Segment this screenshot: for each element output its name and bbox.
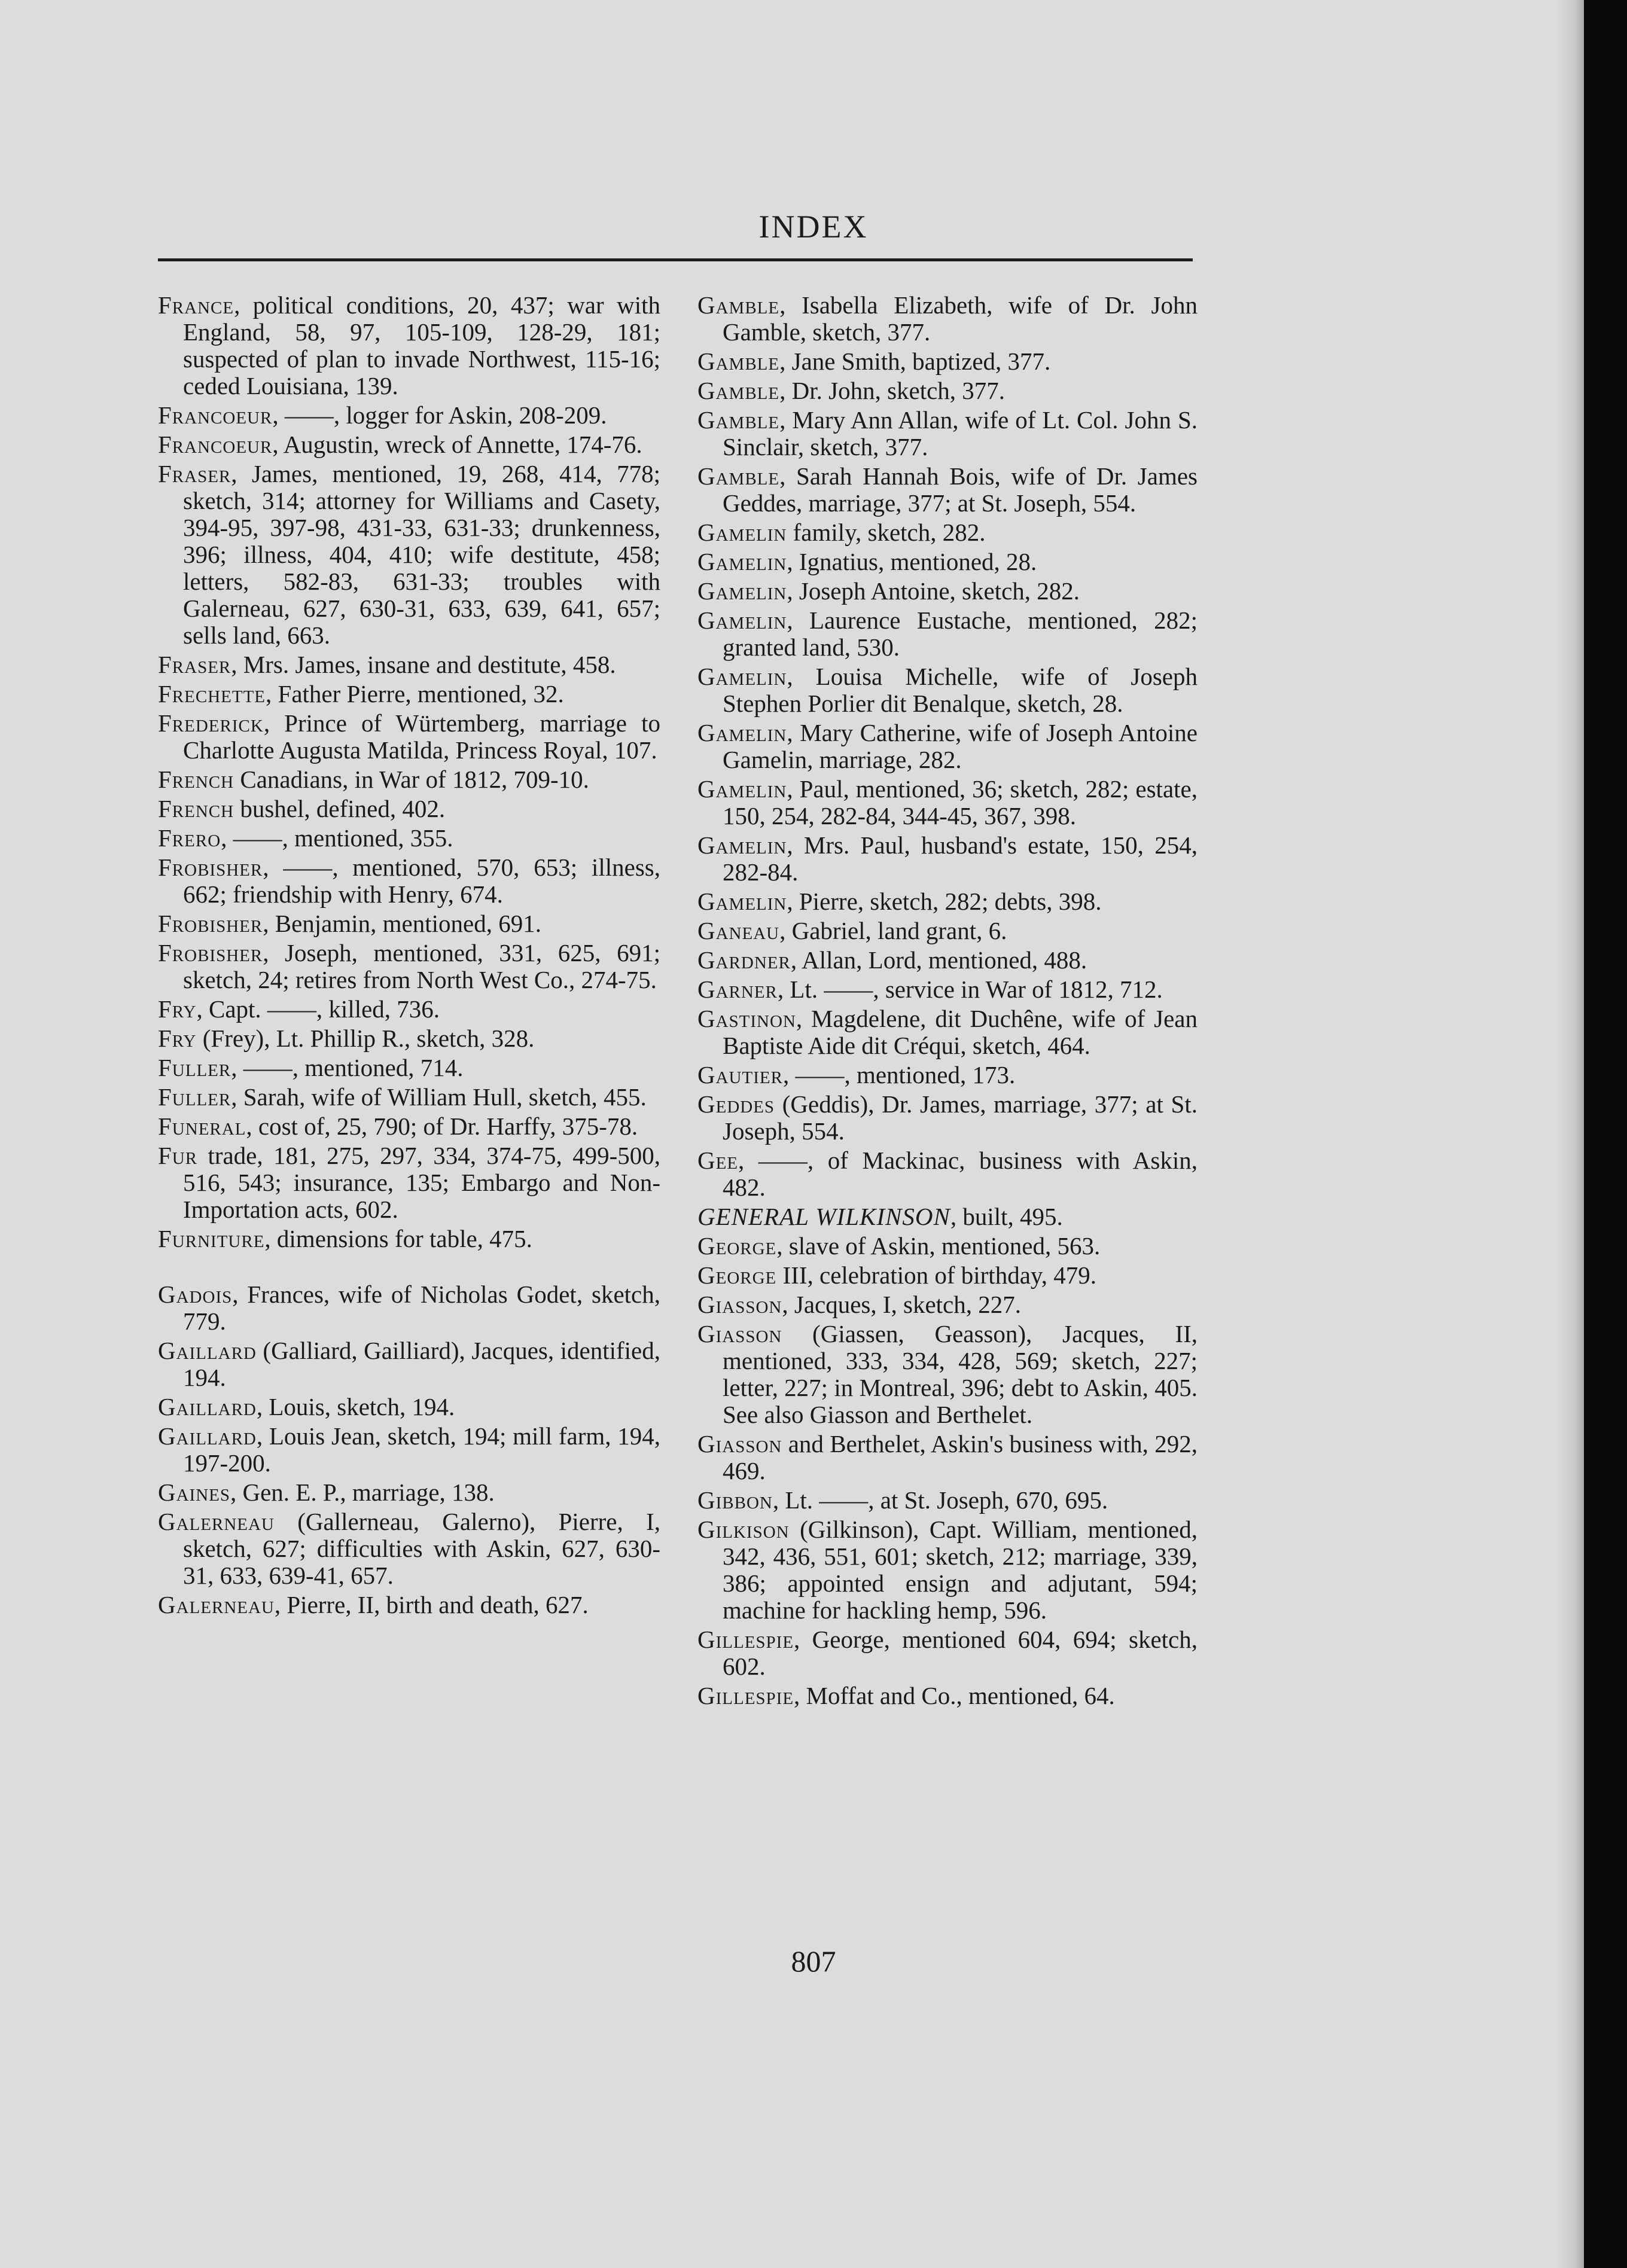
index-headword: French bbox=[158, 795, 234, 822]
index-headword: Gastinon bbox=[697, 1005, 796, 1032]
index-entry bbox=[158, 1226, 660, 1252]
index-headword: Furniture bbox=[158, 1225, 265, 1252]
index-entry bbox=[697, 1431, 1198, 1484]
index-text: , George, mentioned 604, 694; sketch, 602. bbox=[723, 1626, 1198, 1680]
page-number: 807 bbox=[791, 1944, 836, 1978]
index-text: , Paul, mentioned, 36; sketch, 282; estate, 150, 254, 282-84, 344-45, 367, 398. bbox=[723, 775, 1198, 830]
index-entry bbox=[697, 947, 1198, 974]
index-text: , Augustin, wreck of Annette, 174-76. bbox=[272, 431, 642, 458]
index-entry bbox=[158, 1281, 660, 1335]
index-headword: GENERAL WILKINSON bbox=[697, 1203, 950, 1230]
index-text: , ——, mentioned, 355. bbox=[221, 824, 453, 852]
index-headword: Fuller bbox=[158, 1083, 231, 1111]
index-entry bbox=[697, 1682, 1198, 1709]
index-entry bbox=[697, 407, 1198, 461]
page-heading: INDEX bbox=[758, 209, 869, 245]
index-entry bbox=[158, 825, 660, 852]
index-entry bbox=[697, 1291, 1198, 1318]
index-headword: Gamelin bbox=[697, 719, 787, 746]
index-headword: Gamelin bbox=[697, 775, 787, 803]
index-text: , Jacques, I, sketch, 227. bbox=[782, 1291, 1022, 1318]
index-headword: Garner bbox=[697, 976, 778, 1003]
index-headword: Fraser bbox=[158, 460, 231, 487]
index-text: , Allan, Lord, mentioned, 488. bbox=[790, 946, 1087, 974]
index-entry bbox=[158, 1084, 660, 1111]
index-entry bbox=[697, 1487, 1198, 1514]
index-entry bbox=[697, 832, 1198, 886]
index-headword: George bbox=[697, 1261, 777, 1289]
index-entry bbox=[697, 720, 1198, 773]
index-text: , Laurence Eustache, mentioned, 282; granted land, 530. bbox=[723, 606, 1198, 661]
index-text: Canadians, in War of 1812, 709-10. bbox=[234, 766, 589, 793]
index-text: , Gabriel, land grant, 6. bbox=[779, 917, 1007, 944]
index-headword: France bbox=[158, 291, 234, 319]
index-text: , Mrs. Paul, husband's estate, 150, 254, 282-84. bbox=[723, 831, 1198, 886]
index-entry bbox=[697, 1516, 1198, 1624]
index-headword: Fry bbox=[158, 1025, 197, 1052]
index-headword: Gardner bbox=[697, 946, 791, 974]
index-text: , Dr. John, sketch, 377. bbox=[779, 377, 1006, 404]
index-entry bbox=[697, 377, 1198, 404]
index-entry bbox=[158, 1337, 660, 1391]
index-entry bbox=[697, 776, 1198, 830]
index-headword: Gaillard bbox=[158, 1337, 257, 1364]
index-text: (Gallerneau, Galerno), Pierre, I, sketch, 627; difficulties with Askin, 627, 630-31, 633, 639-41, 657. bbox=[183, 1508, 660, 1589]
index-entry bbox=[697, 1233, 1198, 1260]
index-headword: George bbox=[697, 1232, 777, 1260]
index-column-right bbox=[697, 292, 1198, 1712]
index-headword: Gamble bbox=[697, 347, 780, 375]
index-text: (Frey), Lt. Phillip R., sketch, 328. bbox=[196, 1025, 535, 1052]
index-headword: Frederick bbox=[158, 709, 264, 737]
index-headword: Fraser bbox=[158, 651, 231, 678]
index-entry bbox=[158, 681, 660, 708]
index-entry bbox=[697, 1091, 1198, 1145]
index-text: , Sarah Hannah Bois, wife of Dr. James Geddes, marriage, 377; at St. Joseph, 554. bbox=[723, 462, 1198, 517]
page-edge bbox=[1555, 0, 1584, 2268]
index-entry bbox=[158, 710, 660, 764]
index-text: , ——, mentioned, 714. bbox=[231, 1054, 464, 1081]
index-headword: Gaillard bbox=[158, 1422, 257, 1450]
index-entry bbox=[697, 888, 1198, 915]
index-headword: Fuller bbox=[158, 1054, 231, 1081]
index-headword: Ganeau bbox=[697, 917, 780, 944]
index-headword: Gamelin bbox=[697, 663, 787, 690]
index-headword: Giasson bbox=[697, 1430, 782, 1458]
index-text: , Lt. ——, at St. Joseph, 670, 695. bbox=[772, 1486, 1108, 1514]
index-text: , Louis Jean, sketch, 194; mill farm, 194, 197-200. bbox=[183, 1422, 660, 1477]
index-text: , Ignatius, mentioned, 28. bbox=[787, 548, 1037, 575]
index-headword: Gautier bbox=[697, 1061, 783, 1089]
index-headword: Gamelin bbox=[697, 606, 787, 634]
index-entry bbox=[697, 976, 1198, 1003]
index-headword: Gamelin bbox=[697, 831, 787, 859]
index-column-left bbox=[158, 292, 660, 1621]
index-text: , Louis, sketch, 194. bbox=[256, 1393, 455, 1420]
index-text: (Gilkinson), Capt. William, mentioned, 342, 436, 551, 601; sketch, 212; marriage, 339, 386; appointed ensign and adjutant, 594; machine for hackling hemp, 596. bbox=[723, 1516, 1198, 1624]
index-text: , Father Pierre, mentioned, 32. bbox=[266, 680, 564, 708]
index-headword: Gilkison bbox=[697, 1516, 790, 1543]
index-entry bbox=[158, 996, 660, 1023]
index-entry bbox=[158, 1142, 660, 1223]
index-text: , Sarah, wife of William Hull, sketch, 455. bbox=[231, 1083, 647, 1111]
index-text: , slave of Askin, mentioned, 563. bbox=[776, 1232, 1101, 1260]
index-entry bbox=[697, 519, 1198, 546]
index-text: , political conditions, 20, 437; war with England, 58, 97, 105-109, 128-29, 181; suspected of plan to invade Northwest, 115-16; ceded Louisiana, 139. bbox=[183, 291, 660, 400]
index-headword: Frobisher bbox=[158, 939, 263, 967]
index-entry bbox=[697, 917, 1198, 944]
index-text: (Geddis), Dr. James, marriage, 377; at St. Joseph, 554. bbox=[723, 1090, 1198, 1145]
index-text: , Prince of Würtemberg, marriage to Charlotte Augusta Matilda, Princess Royal, 107. bbox=[183, 709, 660, 764]
index-entry bbox=[697, 1626, 1198, 1680]
index-headword: Funeral bbox=[158, 1112, 246, 1140]
index-text: , Frances, wife of Nicholas Godet, sketch, 779. bbox=[183, 1281, 660, 1335]
index-entry bbox=[158, 940, 660, 993]
index-headword: Francoeur bbox=[158, 401, 273, 429]
index-entry bbox=[697, 348, 1198, 375]
index-entry bbox=[158, 1054, 660, 1081]
index-entry bbox=[158, 766, 660, 793]
index-headword: Gaines bbox=[158, 1479, 230, 1506]
index-text: , James, mentioned, 19, 268, 414, 778; sketch, 314; attorney for Williams and Casety, 394-95, 397-98, 431-33, 631-33; drunkenness, 396; illness, 404, 410; wife destitute, 458; letters, 582-83, 631-33; troubles with Galerneau, 627, 630-31, 633, 639, 641, 657; sells land, 663. bbox=[183, 460, 660, 649]
index-text: III, celebration of birthday, 479. bbox=[776, 1261, 1096, 1289]
heading-rule bbox=[158, 258, 1193, 261]
index-text: , Joseph Antoine, sketch, 282. bbox=[787, 577, 1080, 605]
index-entry bbox=[697, 463, 1198, 517]
index-headword: Gamelin bbox=[697, 548, 787, 575]
index-headword: Galerneau bbox=[158, 1508, 275, 1535]
index-entry bbox=[697, 1262, 1198, 1289]
index-text: family, sketch, 282. bbox=[787, 519, 986, 546]
index-headword: Gamble bbox=[697, 377, 780, 404]
index-entry bbox=[158, 1592, 660, 1618]
index-entry bbox=[158, 292, 660, 400]
index-entry bbox=[697, 578, 1198, 605]
index-headword: Galerneau bbox=[158, 1591, 275, 1618]
index-entry bbox=[158, 1508, 660, 1589]
index-text: and Berthelet, Askin's business with, 292, 469. bbox=[723, 1430, 1198, 1484]
index-text: , Mary Catherine, wife of Joseph Antoine Gamelin, marriage, 282. bbox=[723, 719, 1198, 773]
index-text: bushel, defined, 402. bbox=[234, 795, 446, 822]
index-text: , Capt. ——, killed, 736. bbox=[196, 995, 440, 1023]
index-text: (Giassen, Geasson), Jacques, II, mentioned, 333, 334, 428, 569; sketch, 227; letter, 227; in Montreal, 396; debt to Askin, 405. See also Giasson and Berthelet. bbox=[723, 1320, 1198, 1428]
index-entry bbox=[158, 1113, 660, 1140]
index-entry bbox=[158, 1423, 660, 1477]
index-entry bbox=[697, 1062, 1198, 1089]
index-text: , Benjamin, mentioned, 691. bbox=[263, 910, 541, 937]
index-headword: Gamble bbox=[697, 291, 780, 319]
index-text: trade, 181, 275, 297, 334, 374-75, 499-500, 516, 543; insurance, 135; Embargo and Non-Importation acts, 602. bbox=[183, 1142, 660, 1223]
index-text: , built, 495. bbox=[950, 1203, 1063, 1230]
index-entry bbox=[158, 1394, 660, 1420]
index-headword: Giasson bbox=[697, 1291, 782, 1318]
index-text: , Mrs. James, insane and destitute, 458. bbox=[231, 651, 616, 678]
index-headword: Frobisher bbox=[158, 853, 263, 881]
index-headword: Giasson bbox=[697, 1320, 782, 1348]
index-headword: Frechette bbox=[158, 680, 266, 708]
index-text: , dimensions for table, 475. bbox=[264, 1225, 532, 1252]
index-text: , Lt. ——, service in War of 1812, 712. bbox=[777, 976, 1163, 1003]
index-headword: Gaillard bbox=[158, 1393, 257, 1420]
index-headword: Gillespie bbox=[697, 1626, 794, 1653]
index-entry bbox=[697, 1321, 1198, 1428]
index-text: , Isabella Elizabeth, wife of Dr. John Gamble, sketch, 377. bbox=[723, 291, 1198, 346]
index-text: , Pierre, II, birth and death, 627. bbox=[274, 1591, 589, 1618]
index-headword: Gamelin bbox=[697, 577, 787, 605]
index-entry bbox=[158, 910, 660, 937]
index-headword: Frero bbox=[158, 824, 221, 852]
index-headword: Gee bbox=[697, 1147, 739, 1174]
index-entry bbox=[697, 1005, 1198, 1059]
index-headword: French bbox=[158, 766, 234, 793]
index-headword: Francoeur bbox=[158, 431, 273, 458]
index-text: , ——, of Mackinac, business with Askin, 482. bbox=[723, 1147, 1198, 1201]
index-entry bbox=[697, 607, 1198, 661]
index-headword: Fry bbox=[158, 995, 197, 1023]
index-entry bbox=[158, 461, 660, 649]
index-text: (Galliard, Gailliard), Jacques, identified, 194. bbox=[183, 1337, 660, 1391]
index-entry bbox=[697, 663, 1198, 717]
index-headword: Gamble bbox=[697, 462, 780, 490]
index-headword: Gamble bbox=[697, 406, 780, 434]
index-headword: Gamelin bbox=[697, 888, 787, 915]
index-entry bbox=[158, 431, 660, 458]
index-headword: Gibbon bbox=[697, 1486, 773, 1514]
index-entry bbox=[158, 402, 660, 429]
index-entry bbox=[158, 1479, 660, 1506]
index-headword: Gadois bbox=[158, 1281, 233, 1308]
index-headword: Gillespie bbox=[697, 1682, 794, 1709]
index-text: , Louisa Michelle, wife of Joseph Stephen Porlier dit Benalque, sketch, 28. bbox=[723, 663, 1198, 717]
index-entry bbox=[158, 854, 660, 908]
index-entry bbox=[158, 795, 660, 822]
index-headword: Fur bbox=[158, 1142, 198, 1169]
index-text: , ——, mentioned, 570, 653; illness, 662; friendship with Henry, 674. bbox=[183, 853, 660, 908]
index-entry bbox=[697, 1203, 1198, 1230]
index-entry bbox=[697, 1147, 1198, 1201]
index-text: , Pierre, sketch, 282; debts, 398. bbox=[787, 888, 1102, 915]
index-text: , ——, mentioned, 173. bbox=[782, 1061, 1016, 1089]
index-entry bbox=[697, 292, 1198, 346]
index-text: , Jane Smith, baptized, 377. bbox=[779, 347, 1051, 375]
index-text: , Mary Ann Allan, wife of Lt. Col. John S. Sinclair, sketch, 377. bbox=[723, 406, 1198, 461]
index-entry bbox=[697, 548, 1198, 575]
index-headword: Gamelin bbox=[697, 519, 787, 546]
index-text: , ——, logger for Askin, 208-209. bbox=[272, 401, 607, 429]
index-text: , cost of, 25, 790; of Dr. Harffy, 375-78. bbox=[246, 1112, 638, 1140]
index-headword: Frobisher bbox=[158, 910, 263, 937]
index-entry bbox=[158, 1025, 660, 1052]
index-text: , Moffat and Co., mentioned, 64. bbox=[794, 1682, 1115, 1709]
index-text: , Joseph, mentioned, 331, 625, 691; sketch, 24; retires from North West Co., 274-75. bbox=[183, 939, 660, 993]
index-entry bbox=[158, 651, 660, 678]
index-text: , Magdelene, dit Duchêne, wife of Jean Baptiste Aide dit Créqui, sketch, 464. bbox=[723, 1005, 1198, 1059]
index-headword: Geddes bbox=[697, 1090, 775, 1118]
index-text: , Gen. E. P., marriage, 138. bbox=[230, 1479, 495, 1506]
